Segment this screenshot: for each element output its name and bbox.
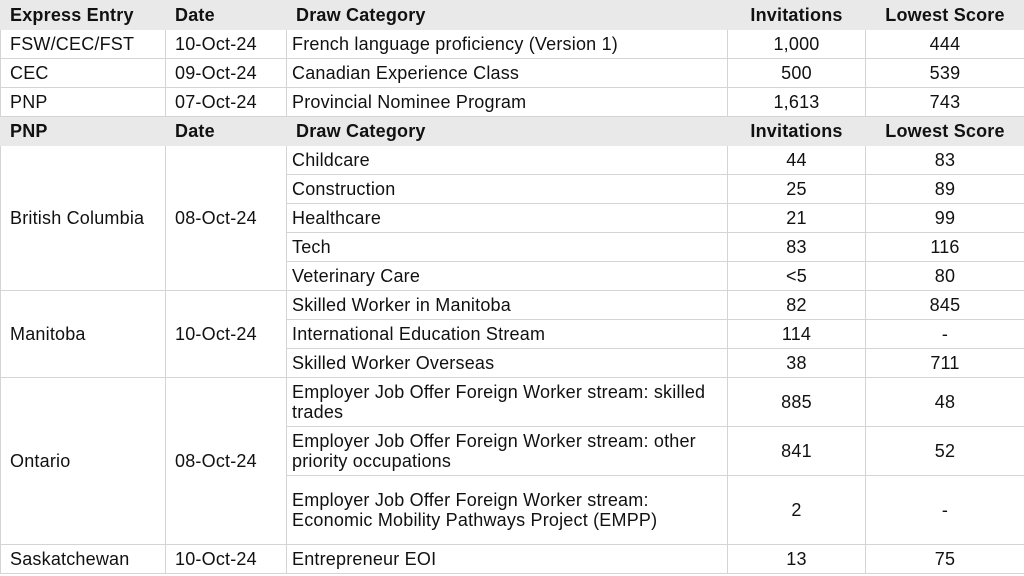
score-cell: 83 bbox=[866, 146, 1024, 175]
category-cell: Tech bbox=[287, 233, 728, 262]
invitations-cell: <5 bbox=[728, 262, 866, 291]
date-cell: 07-Oct-24 bbox=[166, 88, 287, 117]
invitations-cell: 885 bbox=[728, 378, 866, 427]
invitations-cell: 82 bbox=[728, 291, 866, 320]
category-cell: Employer Job Offer Foreign Worker stream: skilled trades bbox=[287, 378, 728, 427]
score-cell: - bbox=[866, 476, 1024, 545]
category-cell: Employer Job Offer Foreign Worker stream: other priority occupations bbox=[287, 427, 728, 476]
category-cell: French language proficiency (Version 1) bbox=[287, 30, 728, 59]
header-date: Date bbox=[166, 117, 287, 146]
invitations-cell: 1,613 bbox=[728, 88, 866, 117]
category-cell: Entrepreneur EOI bbox=[287, 545, 728, 574]
pnp-header-row bbox=[1, 117, 1024, 146]
header-draw-category: Draw Category bbox=[287, 1, 728, 30]
header-pnp: PNP bbox=[1, 117, 166, 146]
invitations-cell: 841 bbox=[728, 427, 866, 476]
program-cell: FSW/CEC/FST bbox=[1, 30, 166, 59]
header-invitations: Invitations bbox=[728, 1, 866, 30]
date-cell: 08-Oct-24 bbox=[166, 146, 287, 291]
category-cell: Childcare bbox=[287, 146, 728, 175]
table-row bbox=[1, 146, 1024, 175]
express-entry-header-row bbox=[1, 1, 1024, 30]
score-cell: 845 bbox=[866, 291, 1024, 320]
date-cell: 10-Oct-24 bbox=[166, 30, 287, 59]
invitations-cell: 1,000 bbox=[728, 30, 866, 59]
province-cell: British Columbia bbox=[1, 146, 166, 291]
header-express-entry: Express Entry bbox=[1, 1, 166, 30]
invitations-cell: 13 bbox=[728, 545, 866, 574]
invitations-cell: 25 bbox=[728, 175, 866, 204]
table-row bbox=[1, 88, 1024, 117]
header-invitations: Invitations bbox=[728, 117, 866, 146]
category-cell: Construction bbox=[287, 175, 728, 204]
score-cell: 444 bbox=[866, 30, 1024, 59]
table-row bbox=[1, 378, 1024, 427]
header-draw-category: Draw Category bbox=[287, 117, 728, 146]
score-cell: 116 bbox=[866, 233, 1024, 262]
date-cell: 08-Oct-24 bbox=[166, 378, 287, 545]
province-cell: Ontario bbox=[1, 378, 166, 545]
table-row bbox=[1, 59, 1024, 88]
table-row bbox=[1, 291, 1024, 320]
score-cell: 711 bbox=[866, 349, 1024, 378]
header-date: Date bbox=[166, 1, 287, 30]
header-lowest-score: Lowest Score bbox=[866, 117, 1024, 146]
category-cell: International Education Stream bbox=[287, 320, 728, 349]
score-cell: 52 bbox=[866, 427, 1024, 476]
category-cell: Healthcare bbox=[287, 204, 728, 233]
invitations-cell: 2 bbox=[728, 476, 866, 545]
category-cell: Skilled Worker Overseas bbox=[287, 349, 728, 378]
table-row bbox=[1, 545, 1024, 574]
category-cell: Employer Job Offer Foreign Worker stream: Economic Mobility Pathways Project (EMPP) bbox=[287, 476, 728, 545]
province-cell: Saskatchewan bbox=[1, 545, 166, 574]
score-cell: 75 bbox=[866, 545, 1024, 574]
category-cell: Canadian Experience Class bbox=[287, 59, 728, 88]
date-cell: 09-Oct-24 bbox=[166, 59, 287, 88]
header-lowest-score: Lowest Score bbox=[866, 1, 1024, 30]
date-cell: 10-Oct-24 bbox=[166, 545, 287, 574]
program-cell: PNP bbox=[1, 88, 166, 117]
invitations-cell: 21 bbox=[728, 204, 866, 233]
score-cell: 89 bbox=[866, 175, 1024, 204]
score-cell: 80 bbox=[866, 262, 1024, 291]
program-cell: CEC bbox=[1, 59, 166, 88]
table-row bbox=[1, 30, 1024, 59]
category-cell: Veterinary Care bbox=[287, 262, 728, 291]
score-cell: 743 bbox=[866, 88, 1024, 117]
score-cell: 99 bbox=[866, 204, 1024, 233]
invitations-cell: 114 bbox=[728, 320, 866, 349]
invitations-cell: 44 bbox=[728, 146, 866, 175]
date-cell: 10-Oct-24 bbox=[166, 291, 287, 378]
score-cell: - bbox=[866, 320, 1024, 349]
category-cell: Skilled Worker in Manitoba bbox=[287, 291, 728, 320]
invitations-cell: 83 bbox=[728, 233, 866, 262]
province-cell: Manitoba bbox=[1, 291, 166, 378]
score-cell: 48 bbox=[866, 378, 1024, 427]
invitations-cell: 38 bbox=[728, 349, 866, 378]
score-cell: 539 bbox=[866, 59, 1024, 88]
category-cell: Provincial Nominee Program bbox=[287, 88, 728, 117]
invitations-cell: 500 bbox=[728, 59, 866, 88]
